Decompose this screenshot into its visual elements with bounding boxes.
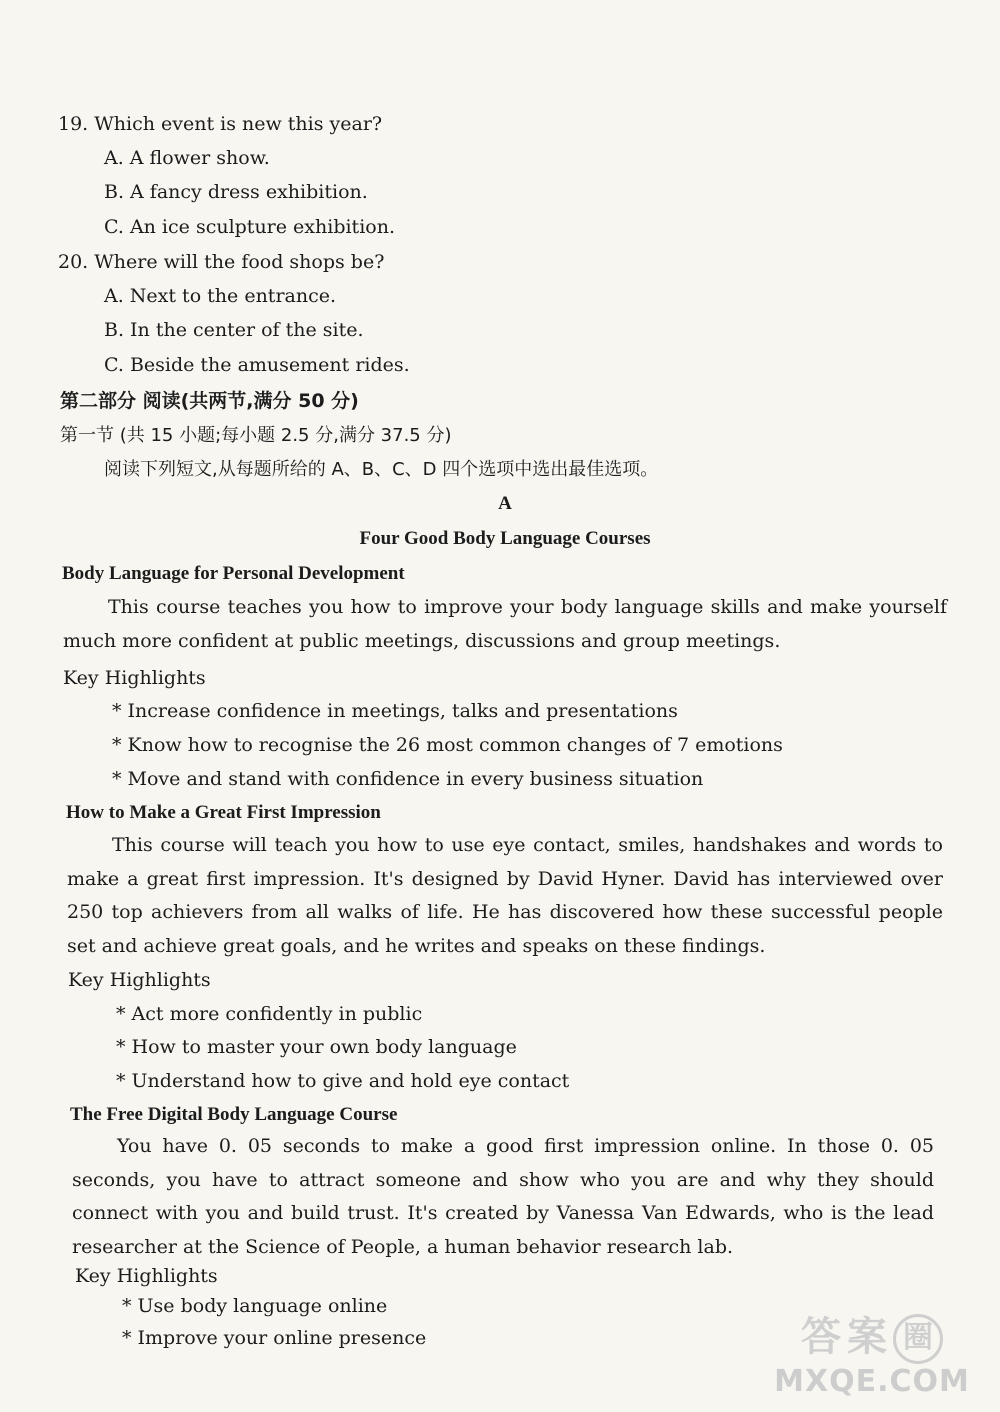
course-1-highlight-1: * Increase confidence in meetings, talks and presentations [112,700,678,722]
course-1-highlight-2: * Know how to recognise the 26 most common changes of 7 emotions [112,734,783,756]
question-19-stem: 19. Which event is new this year? [58,113,383,135]
passage-title: Four Good Body Language Courses [359,528,651,549]
passage-letter: A [498,493,512,514]
question-19-option-c: C. An ice sculpture exhibition. [104,216,395,238]
question-20-option-a: A. Next to the entrance. [104,285,337,307]
question-19-option-a: A. A flower show. [104,147,270,169]
section-instruction: 阅读下列短文,从每题所给的 A、B、C、D 四个选项中选出最佳选项。 [104,459,659,480]
course-2-highlight-3: * Understand how to give and hold eye contact [116,1070,570,1092]
sub-section-title: 第一节 (共 15 小题;每小题 2.5 分,满分 37.5 分) [60,425,452,446]
course-1-heading: Body Language for Personal Development [62,563,405,584]
course-2-heading: How to Make a Great First Impression [66,802,381,823]
course-2-highlights-label: Key Highlights [68,969,211,991]
watermark-logo-circle: 圈 [893,1314,943,1364]
question-20-stem: 20. Where will the food shops be? [58,251,385,273]
course-1-description: This course teaches you how to improve your body language skills and make yourself much more confident at public meetings, discussions and group meetings. [63,596,947,652]
question-20-option-b: B. In the center of the site. [104,319,364,341]
watermark-url: MXQE.COM [774,1364,970,1399]
course-1-highlights-label: Key Highlights [63,667,206,689]
question-19-option-b: B. A fancy dress exhibition. [104,181,368,203]
course-3-description: You have 0. 05 seconds to make a good first impression online. In those 0. 05 seconds, you have to attract someone and show who you are and why they should connect with you and build trust. It's created by Vanessa Van Edwards, who is the lead researcher at the Science of People, a human behavior research lab. [72,1135,934,1258]
course-2-description: This course will teach you how to use eye contact, smiles, handshakes and words to make a great first impression. It's designed by David Hyner. David has interviewed over 250 top achievers from all walks of life. He has discovered how these successful people set and achieve great goals, and he writes and speaks on these findings. [67,834,943,957]
question-20-option-c: C. Beside the amusement rides. [104,354,410,376]
watermark-logo-text: 答案 [801,1314,893,1360]
course-3-highlight-2: * Improve your online presence [122,1327,427,1349]
course-2-highlight-2: * How to master your own body language [116,1036,517,1058]
course-3-highlight-1: * Use body language online [122,1295,388,1317]
course-2-highlight-1: * Act more confidently in public [116,1003,423,1025]
site-watermark [772,1312,972,1412]
course-3-highlights-label: Key Highlights [75,1265,218,1287]
part-title: 第二部分 阅读(共两节,满分 50 分) [60,390,359,412]
watermark-logo [772,1312,972,1364]
course-1-highlight-3: * Move and stand with confidence in every business situation [112,768,704,790]
course-3-heading: The Free Digital Body Language Course [70,1104,398,1125]
